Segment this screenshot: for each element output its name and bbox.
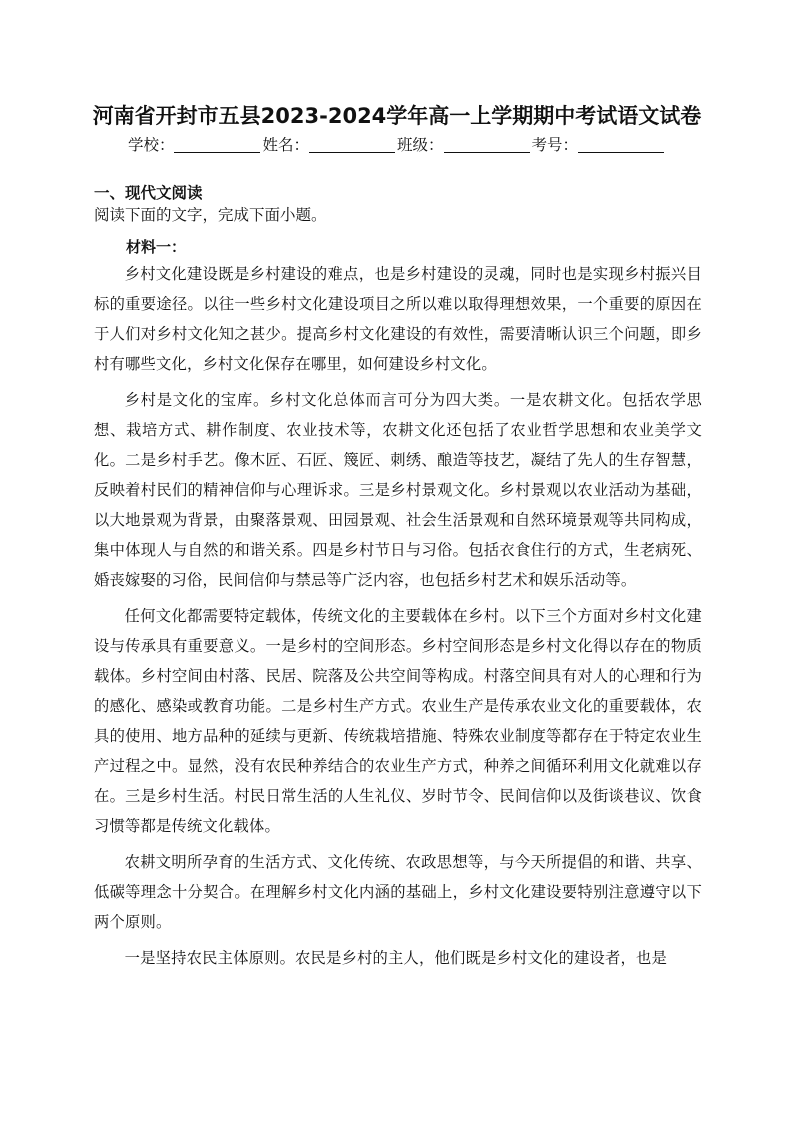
student-info-line [0,133,794,157]
class-blank [444,136,530,153]
exam-number-label: 考号： [531,136,579,154]
passage-paragraph: 一是坚持农民主体原则。农民是乡村的主人，他们既是乡村文化的建设者，也是 [124,949,667,967]
passage-paragraph: 乡村文化建设既是乡村建设的难点，也是乡村建设的灵魂，同时也是实现乡村振兴目标的重要途径。以往一些乡村文化建设项目之所以难以取得理想效果，一个重要的原因在于人们对乡村文化知之甚少。提高乡村文化建设的有效性，需要清晰认识三个问题，即乡村有哪些文化，乡村文化保存在哪里，如何建设乡村文化。 [94,265,702,373]
name-blank [309,136,395,153]
school-blank [174,136,260,153]
passage-body [94,259,702,979]
material-label: 材料一： [126,238,187,256]
class-label: 班级： [397,136,444,154]
exam-number-blank [578,136,664,153]
school-label: 学校： [127,136,175,154]
passage-paragraph: 乡村是文化的宝库。乡村文化总体而言可分为四大类。一是农耕文化。包括农学思想、栽培方式、耕作制度、农业技术等，农耕文化还包括了农业哲学思想和农业美学文化。二是乡村手艺。像木匠、石匠、篾匠、刺绣、酿造等技艺，凝结了先人的生存智慧，反映着村民们的精神信仰与心理诉求。三是乡村景观文化。乡村景观以农业活动为基础，以大地景观为背景，由聚落景观、田园景观、社会生活景观和自然环境景观等共同构成，集中体现人与自然的和谐关系。四是乡村节日与习俗。包括衣食住行的方式，生老病死、婚丧嫁娶的习俗，民间信仰与禁忌等广泛内容，也包括乡村艺术和娱乐活动等。 [94,391,702,589]
passage-paragraph: 任何文化都需要特定载体，传统文化的主要载体在乡村。以下三个方面对乡村文化建设与传承具有重要意义。一是乡村的空间形态。乡村空间形态是乡村文化得以存在的物质载体。乡村空间由村落、民居、院落及公共空间等构成。村落空间具有对人的心理和行为的感化、感染或教育功能。二是乡村生产方式。农业生产是传承农业文化的重要载体，农具的使用、地方品种的延续与更新、传统栽培措施、特殊农业制度等都存在于特定农业生产过程之中。显然，没有农民种养结合的农业生产方式，种养之间循环利用文化就难以存在。三是乡村生活。村民日常生活的人生礼仪、岁时节令、民间信仰以及街谈巷议、饮食习惯等都是传统文化载体。 [94,607,702,835]
section-heading: 一、现代文阅读 [94,184,203,202]
reading-instruction: 阅读下面的文字，完成下面小题。 [94,206,327,224]
name-label: 姓名： [262,136,309,154]
exam-title: 河南省开封市五县2023-2024学年高一上学期期中考试语文试卷 [92,104,702,128]
passage-paragraph: 农耕文明所孕育的生活方式、文化传统、农政思想等，与今天所提倡的和谐、共享、低碳等理念十分契合。在理解乡村文化内涵的基础上，乡村文化建设要特别注意遵守以下两个原则。 [94,853,702,931]
